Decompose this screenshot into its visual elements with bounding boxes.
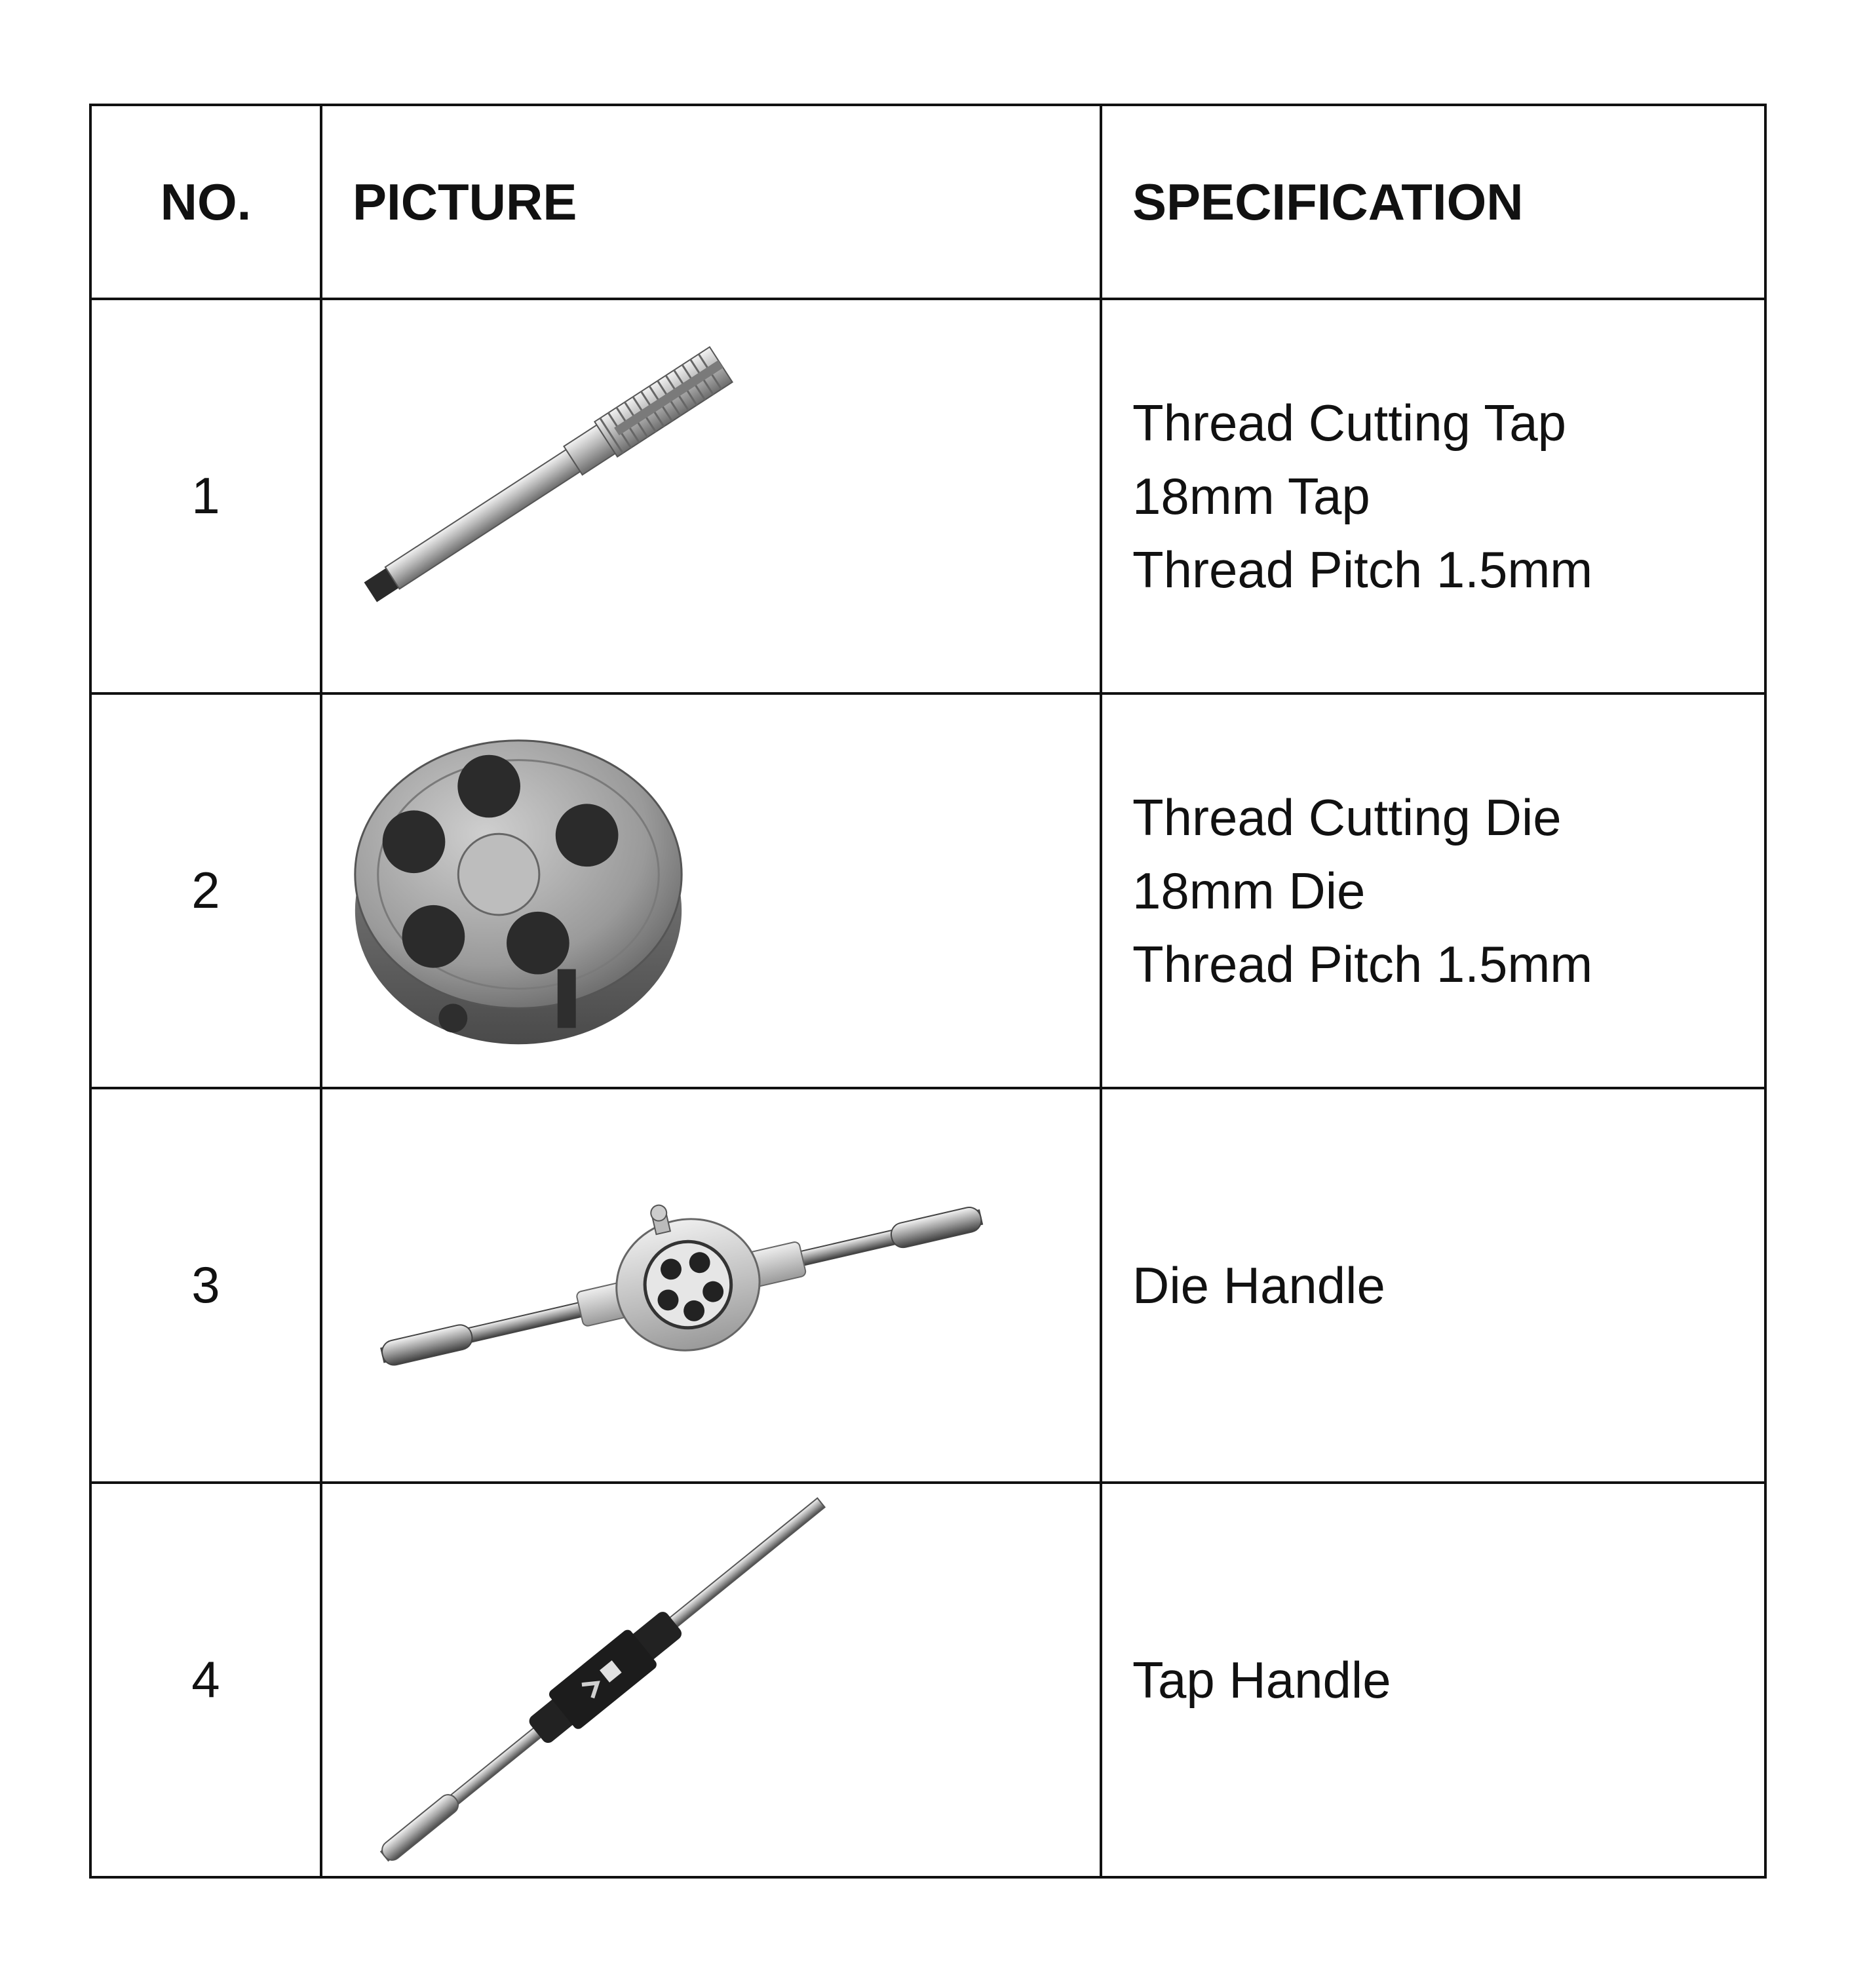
specification-cell: [1101, 693, 1765, 1088]
spec-line: Die Handle: [1132, 1256, 1385, 1314]
thread-cutting-die-icon: [322, 695, 1100, 1087]
spec-line: 18mm Tap: [1132, 467, 1370, 525]
header-picture: PICTURE: [321, 105, 1101, 299]
spec-line: Tap Handle: [1132, 1650, 1391, 1709]
specification-table: [89, 104, 1767, 1879]
table-row: [90, 1483, 1765, 1877]
row-number: 1: [90, 299, 321, 693]
picture-cell: [321, 1483, 1101, 1877]
header-no: NO.: [90, 105, 321, 299]
spec-line: Thread Cutting Tap: [1132, 393, 1566, 452]
picture-cell: [321, 1088, 1101, 1483]
specification-cell: [1101, 1088, 1765, 1483]
specification-cell: [1101, 1483, 1765, 1877]
table-row: [90, 1088, 1765, 1483]
spec-line: Thread Cutting Die: [1132, 788, 1562, 846]
specification-cell: [1101, 299, 1765, 693]
table-row: [90, 693, 1765, 1088]
tap-handle-icon: [322, 1484, 1100, 1876]
spec-line: Thread Pitch 1.5mm: [1132, 540, 1593, 598]
thread-cutting-tap-icon: [322, 300, 1100, 692]
spec-line: 18mm Die: [1132, 861, 1366, 920]
spec-line: Thread Pitch 1.5mm: [1132, 935, 1593, 993]
row-number: 3: [90, 1088, 321, 1483]
picture-cell: [321, 299, 1101, 693]
picture-cell: [321, 693, 1101, 1088]
row-number: 4: [90, 1483, 321, 1877]
header-specification: SPECIFICATION: [1101, 105, 1765, 299]
table-header-row: [90, 105, 1765, 299]
row-number: 2: [90, 693, 321, 1088]
die-handle-icon: [322, 1089, 1100, 1481]
table-row: [90, 299, 1765, 693]
